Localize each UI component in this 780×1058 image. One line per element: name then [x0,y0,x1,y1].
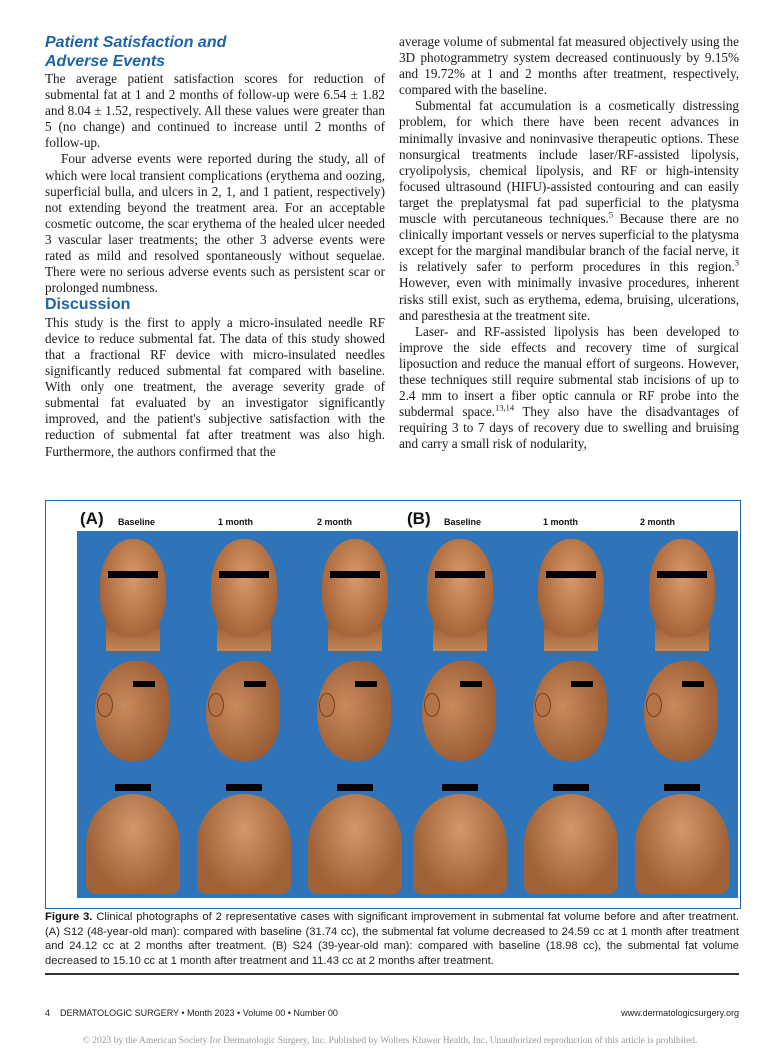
column-label-baseline: Baseline [444,517,482,527]
left-column [45,34,385,460]
figure-caption [45,910,739,968]
section-heading-satisfaction: Patient Satisfaction and [45,34,227,51]
paragraph-discussion-1: This study is the first to apply a micro-insulated needle RF device to reduce submental fat. The data of this study showed that a fractional RF device with micro-insulated needles significantly reduced submental fat compared with baseline. With only one treatment, the average severity grade of submental fat evaluated by an investigator significantly improved, and the patient's subjective satisfaction with the reduction of submental fat after treatment was also high. Furthermore, the authors confirmed that the [45,314,385,459]
panel-label: (A) [80,509,104,528]
caption-text: Clinical photographs of 2 representative cases with significant improvement in submental fat volume before and after treatment. (A) S12 (48-year-old man): compared with baseline (31.74 cc), the submental fat volume decreased to 24.59 cc at 1 month after treatment and 24.12 cc at 2 months after treatment. (B) S24 (39-year-old man): compared with baseline (18.98 cc), the submental fat volume decreased to 15.10 cc at 1 month after treatment and 11.43 cc at 2 months after treatment. [45,911,739,967]
photo-front-1-month [188,531,299,651]
citation-ref: 5 [608,209,614,220]
photo-under-baseline [404,776,515,896]
column-label-baseline: Baseline [118,517,156,527]
column-label-2-month: 2 month [640,517,675,527]
citation-ref: 3 [734,257,739,268]
paragraph-text: Submental fat accumulation is a cosmetically distressing problem, for which there have been recent advances in minimally invasive and noninvasive therapeutic options. These nonsurgical treatments include laser/RF-assisted lipolysis, cryolipolysis, chemical lipolysis, and RF or high-intensity focused ultrasound (HIFU)-assisted contouring and can easily target the preplatysmal fat pad superficial to the platysma muscle with percutaneous techniques. [399,98,739,227]
photo-under-2-month [626,776,737,896]
footer-journal-info: 4 DERMATOLOGIC SURGERY • Month 2023 • Volume 00 • Number 00 [45,1008,338,1018]
photo-side-2-month [299,651,410,771]
paragraph-text: Because there are no clinically important vessels or nerves superficial to the platysma except for the marginal mandibular branch of the facial nerve, it is relatively safer to perform procedures in this region. [399,211,740,275]
photo-under-1-month [515,776,626,896]
paragraph-text: They also have the disadvantages of requiring 3 to 7 days of recovery due to swelling and bruising and carry a small risk of nodularity, [399,404,739,452]
photo-under-baseline [77,776,188,896]
paragraph-continuation: average volume of submental fat measured objectively using the 3D photogrammetry system decreased continuously by 9.15% and 19.72% at 1 and 2 months after treatment, respectively, compared with the baseline. [399,34,739,98]
section-heading-discussion: Discussion [45,296,131,314]
photo-front-2-month [299,531,410,651]
clinical-photographs [77,531,411,898]
paragraph-satisfaction: The average patient satisfaction scores for reduction of submental fat at 1 and 2 months of follow-up were 6.54 ± 1.82 and 8.04 ± 1.52, respectively. All these values were greater than 5 (no change) and continued to increase until 2 months of follow-up. [45,71,385,151]
photo-side-2-month [626,651,737,771]
copyright-notice: © 2023 by the American Society for Dermatologic Surgery, Inc. Published by Wolters Kluwer Health, Inc. Unauthorized reproduction of this article is prohibited. [82,1036,698,1046]
citation-ref: 13,14 [494,402,515,413]
photo-front-baseline [404,531,515,651]
photo-front-baseline [77,531,188,651]
photo-front-2-month [626,531,737,651]
photo-under-1-month [188,776,299,896]
column-label-1-month: 1 month [218,517,253,527]
figure-panel-a [77,511,411,896]
paragraph-lipolysis [399,324,739,453]
caption-divider [45,973,739,975]
panel-label: (B) [407,509,431,528]
column-label-2-month: 2 month [317,517,352,527]
photo-side-baseline [77,651,188,771]
photo-side-1-month [515,651,626,771]
footer-website-link[interactable]: www.dermatologicsurgery.org [621,1008,739,1018]
paragraph-submental-fat [399,98,739,323]
photo-side-1-month [188,651,299,771]
paragraph-text: Laser- and RF-assisted lipolysis has been developed to improve the side effects and recovery time of surgical liposuction and reduce the manual effort of surgeons. However, these techniques still require submental stab incisions of up to 2.4 mm to insert a fiber optic cannula or RF probe into the subdermal space. [399,323,739,420]
section-heading-adverse-events: Adverse Events [45,52,166,70]
photo-front-1-month [515,531,626,651]
paragraph-adverse-events: Four adverse events were reported during the study, all of which were local transient complications (erythema and oozing, superficial bulla, and ulcers in 2, 1, and 1 patient, respectively) not extending beyond the treatment area. For an acceptable cosmetic outcome, the scar erythema of the healed ulcer needed 3 vascular laser treatments; the other 3 adverse events were rated as mild and resolved spontaneously without sequelae. There were no serious adverse events such as persistent scar or prolonged numbness. [45,151,385,296]
column-label-1-month: 1 month [543,517,578,527]
figure-panel-b [404,511,738,896]
paragraph-text: However, even with minimally invasive procedures, inherent risks still exist, such as erythema, edema, bruising, ulcerations, and paresthesia at the treatment site. [399,275,739,323]
clinical-photographs [404,531,738,898]
caption-label: Figure 3. [45,911,93,923]
photo-under-2-month [299,776,410,896]
figure-3 [45,500,741,909]
photo-side-baseline [404,651,515,771]
right-column [399,34,739,452]
